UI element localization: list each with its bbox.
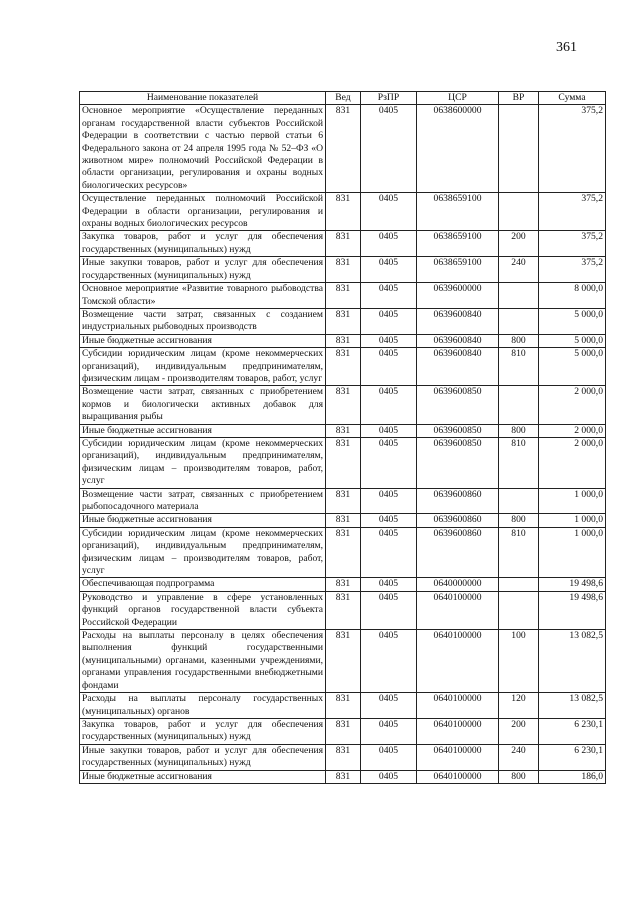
cell-name: Расходы на выплаты персоналу государственных (муниципальных) органов bbox=[80, 693, 326, 719]
budget-table bbox=[79, 91, 606, 784]
table-row bbox=[80, 231, 606, 257]
cell-vr: 240 bbox=[499, 257, 539, 283]
cell-vr: 200 bbox=[499, 718, 539, 744]
cell-rzpr: 0405 bbox=[361, 257, 417, 283]
cell-vr: 120 bbox=[499, 693, 539, 719]
cell-vr bbox=[499, 488, 539, 514]
cell-ved: 831 bbox=[326, 424, 361, 437]
cell-name: Основное мероприятие «Осуществление переданных органам государственной власти субъектов Российской Федерации в соответствии с частью первой статьи 6 Федерального закона от 24 апреля 1995 года № 52–ФЗ «О животном мире» полномочий Российской Федерации в области организации, регулирования и охраны водных биологических ресурсов» bbox=[80, 105, 326, 193]
cell-csr: 0638659100 bbox=[417, 231, 499, 257]
cell-rzpr: 0405 bbox=[361, 308, 417, 334]
cell-rzpr: 0405 bbox=[361, 693, 417, 719]
table-row bbox=[80, 348, 606, 386]
table-row bbox=[80, 105, 606, 193]
cell-csr: 0639600860 bbox=[417, 488, 499, 514]
cell-vr: 200 bbox=[499, 231, 539, 257]
table-row bbox=[80, 193, 606, 231]
table-row bbox=[80, 744, 606, 770]
table-row bbox=[80, 578, 606, 591]
cell-csr: 0640100000 bbox=[417, 770, 499, 783]
cell-rzpr: 0405 bbox=[361, 334, 417, 347]
cell-sum: 13 082,5 bbox=[539, 693, 606, 719]
cell-rzpr: 0405 bbox=[361, 630, 417, 693]
cell-csr: 0639600840 bbox=[417, 334, 499, 347]
cell-ved: 831 bbox=[326, 193, 361, 231]
cell-name: Иные бюджетные ассигнования bbox=[80, 514, 326, 527]
cell-ved: 831 bbox=[326, 283, 361, 309]
cell-sum: 5 000,0 bbox=[539, 348, 606, 386]
cell-rzpr: 0405 bbox=[361, 386, 417, 424]
cell-vr bbox=[499, 105, 539, 193]
cell-vr: 100 bbox=[499, 630, 539, 693]
cell-name: Обеспечивающая подпрограмма bbox=[80, 578, 326, 591]
cell-name: Расходы на выплаты персоналу в целях обеспечения выполнения функций государственными (муниципальными) органами, казенными учреждениями, органами управления государственными внебюджетными фондами bbox=[80, 630, 326, 693]
cell-rzpr: 0405 bbox=[361, 437, 417, 488]
cell-csr: 0640100000 bbox=[417, 630, 499, 693]
cell-ved: 831 bbox=[326, 527, 361, 578]
cell-csr: 0639600000 bbox=[417, 283, 499, 309]
cell-ved: 831 bbox=[326, 591, 361, 629]
cell-sum: 186,0 bbox=[539, 770, 606, 783]
cell-vr: 800 bbox=[499, 424, 539, 437]
cell-csr: 0639600860 bbox=[417, 527, 499, 578]
cell-ved: 831 bbox=[326, 437, 361, 488]
table-row bbox=[80, 308, 606, 334]
cell-csr: 0640000000 bbox=[417, 578, 499, 591]
cell-csr: 0640100000 bbox=[417, 693, 499, 719]
cell-name: Возмещение части затрат, связанных с созданием индустриальных рыбоводных производств bbox=[80, 308, 326, 334]
cell-csr: 0639600850 bbox=[417, 437, 499, 488]
cell-rzpr: 0405 bbox=[361, 578, 417, 591]
cell-ved: 831 bbox=[326, 308, 361, 334]
header-name: Наименование показателей bbox=[80, 92, 326, 105]
cell-name: Иные бюджетные ассигнования bbox=[80, 334, 326, 347]
cell-name: Иные закупки товаров, работ и услуг для обеспечения государственных (муниципальных) нужд bbox=[80, 744, 326, 770]
cell-sum: 5 000,0 bbox=[539, 334, 606, 347]
header-csr: ЦСР bbox=[417, 92, 499, 105]
header-sum: Сумма bbox=[539, 92, 606, 105]
cell-csr: 0638600000 bbox=[417, 105, 499, 193]
header-rzpr: РзПР bbox=[361, 92, 417, 105]
table-row bbox=[80, 527, 606, 578]
cell-csr: 0638659100 bbox=[417, 193, 499, 231]
cell-csr: 0640100000 bbox=[417, 718, 499, 744]
cell-vr: 800 bbox=[499, 514, 539, 527]
cell-rzpr: 0405 bbox=[361, 770, 417, 783]
cell-sum: 1 000,0 bbox=[539, 514, 606, 527]
cell-sum: 1 000,0 bbox=[539, 527, 606, 578]
cell-name: Руководство и управление в сфере установленных функций органов государственной власти субъекта Российской Федерации bbox=[80, 591, 326, 629]
table-row bbox=[80, 514, 606, 527]
cell-rzpr: 0405 bbox=[361, 591, 417, 629]
cell-ved: 831 bbox=[326, 488, 361, 514]
page-number: 361 bbox=[556, 40, 577, 55]
header-vr: ВР bbox=[499, 92, 539, 105]
header-ved: Вед bbox=[326, 92, 361, 105]
cell-vr bbox=[499, 591, 539, 629]
cell-sum: 375,2 bbox=[539, 105, 606, 193]
cell-vr: 810 bbox=[499, 437, 539, 488]
cell-vr: 810 bbox=[499, 527, 539, 578]
table-row bbox=[80, 386, 606, 424]
cell-sum: 19 498,6 bbox=[539, 578, 606, 591]
cell-vr: 800 bbox=[499, 770, 539, 783]
table-row bbox=[80, 770, 606, 783]
cell-csr: 0639600840 bbox=[417, 348, 499, 386]
cell-name: Основное мероприятие «Развитие товарного рыбоводства Томской области» bbox=[80, 283, 326, 309]
cell-ved: 831 bbox=[326, 718, 361, 744]
cell-name: Иные бюджетные ассигнования bbox=[80, 770, 326, 783]
table-row bbox=[80, 718, 606, 744]
cell-rzpr: 0405 bbox=[361, 283, 417, 309]
cell-rzpr: 0405 bbox=[361, 718, 417, 744]
cell-sum: 6 230,1 bbox=[539, 718, 606, 744]
cell-ved: 831 bbox=[326, 386, 361, 424]
cell-csr: 0638659100 bbox=[417, 257, 499, 283]
cell-ved: 831 bbox=[326, 334, 361, 347]
cell-ved: 831 bbox=[326, 231, 361, 257]
cell-rzpr: 0405 bbox=[361, 193, 417, 231]
cell-sum: 375,2 bbox=[539, 257, 606, 283]
table-row bbox=[80, 591, 606, 629]
cell-rzpr: 0405 bbox=[361, 527, 417, 578]
table-row bbox=[80, 693, 606, 719]
cell-rzpr: 0405 bbox=[361, 424, 417, 437]
cell-name: Иные закупки товаров, работ и услуг для обеспечения государственных (муниципальных) нужд bbox=[80, 257, 326, 283]
cell-ved: 831 bbox=[326, 257, 361, 283]
cell-rzpr: 0405 bbox=[361, 514, 417, 527]
cell-vr bbox=[499, 308, 539, 334]
cell-vr bbox=[499, 193, 539, 231]
cell-rzpr: 0405 bbox=[361, 231, 417, 257]
cell-name: Возмещение части затрат, связанных с приобретением рыбопосадочного материала bbox=[80, 488, 326, 514]
cell-sum: 2 000,0 bbox=[539, 424, 606, 437]
cell-rzpr: 0405 bbox=[361, 105, 417, 193]
cell-sum: 375,2 bbox=[539, 231, 606, 257]
cell-sum: 1 000,0 bbox=[539, 488, 606, 514]
table-body bbox=[80, 105, 606, 784]
cell-sum: 8 000,0 bbox=[539, 283, 606, 309]
table-header-row bbox=[80, 92, 606, 105]
cell-csr: 0639600850 bbox=[417, 424, 499, 437]
cell-name: Закупка товаров, работ и услуг для обеспечения государственных (муниципальных) нужд bbox=[80, 718, 326, 744]
table-row bbox=[80, 334, 606, 347]
cell-sum: 375,2 bbox=[539, 193, 606, 231]
cell-csr: 0639600860 bbox=[417, 514, 499, 527]
cell-vr: 810 bbox=[499, 348, 539, 386]
cell-name: Субсидии юридическим лицам (кроме некоммерческих организаций), индивидуальным предпринимателям, физическим лицам – производителям товаров, работ, услуг bbox=[80, 437, 326, 488]
cell-ved: 831 bbox=[326, 578, 361, 591]
cell-csr: 0640100000 bbox=[417, 591, 499, 629]
cell-name: Субсидии юридическим лицам (кроме некоммерческих организаций), индивидуальным предпринимателям, физическим лицам - производителям товаров, работ, услуг bbox=[80, 348, 326, 386]
cell-sum: 2 000,0 bbox=[539, 386, 606, 424]
table-row bbox=[80, 437, 606, 488]
table-row bbox=[80, 424, 606, 437]
cell-ved: 831 bbox=[326, 348, 361, 386]
cell-csr: 0639600840 bbox=[417, 308, 499, 334]
cell-name: Субсидии юридическим лицам (кроме некоммерческих организаций), индивидуальным предпринимателям, физическим лицам – производителям товаров, работ, услуг bbox=[80, 527, 326, 578]
cell-rzpr: 0405 bbox=[361, 488, 417, 514]
cell-vr bbox=[499, 283, 539, 309]
cell-rzpr: 0405 bbox=[361, 348, 417, 386]
cell-vr bbox=[499, 578, 539, 591]
cell-name: Осуществление переданных полномочий Российской Федерации в области организации, регулирования и охраны водных биологических ресурсов bbox=[80, 193, 326, 231]
cell-rzpr: 0405 bbox=[361, 744, 417, 770]
cell-name: Возмещение части затрат, связанных с приобретением кормов и биологически активных добавок для выращивания рыбы bbox=[80, 386, 326, 424]
cell-sum: 6 230,1 bbox=[539, 744, 606, 770]
cell-sum: 2 000,0 bbox=[539, 437, 606, 488]
cell-ved: 831 bbox=[326, 105, 361, 193]
cell-vr bbox=[499, 386, 539, 424]
table-row bbox=[80, 257, 606, 283]
cell-name: Закупка товаров, работ и услуг для обеспечения государственных (муниципальных) нужд bbox=[80, 231, 326, 257]
cell-ved: 831 bbox=[326, 693, 361, 719]
cell-vr: 240 bbox=[499, 744, 539, 770]
table-row bbox=[80, 488, 606, 514]
table-row bbox=[80, 630, 606, 693]
cell-sum: 5 000,0 bbox=[539, 308, 606, 334]
cell-name: Иные бюджетные ассигнования bbox=[80, 424, 326, 437]
cell-csr: 0639600850 bbox=[417, 386, 499, 424]
cell-sum: 13 082,5 bbox=[539, 630, 606, 693]
cell-vr: 800 bbox=[499, 334, 539, 347]
cell-csr: 0640100000 bbox=[417, 744, 499, 770]
table-row bbox=[80, 283, 606, 309]
cell-ved: 831 bbox=[326, 770, 361, 783]
cell-ved: 831 bbox=[326, 744, 361, 770]
cell-sum: 19 498,6 bbox=[539, 591, 606, 629]
cell-ved: 831 bbox=[326, 514, 361, 527]
cell-ved: 831 bbox=[326, 630, 361, 693]
